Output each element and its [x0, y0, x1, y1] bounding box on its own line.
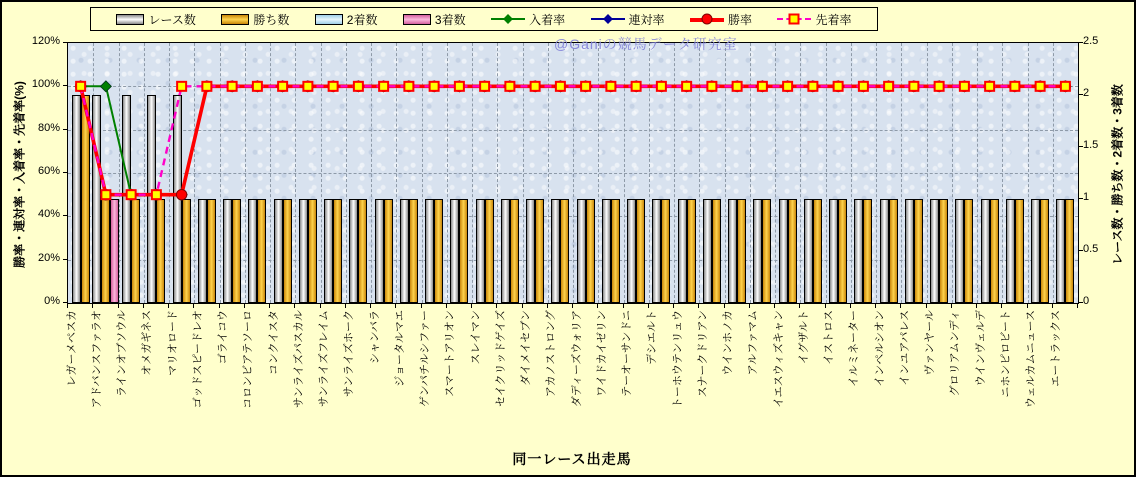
- x-tick: [244, 304, 245, 308]
- x-tick: [724, 304, 725, 308]
- x-axis-label: ニホンピロビート: [999, 310, 1012, 398]
- y-right-tick: [1079, 250, 1083, 251]
- x-axis-label: シャンバラ: [368, 310, 381, 365]
- marker-first_ahead: [1036, 82, 1045, 91]
- y-left-tick-label: 60%: [37, 165, 60, 177]
- y-left-tick: [63, 302, 67, 303]
- x-axis-label: スナークドリアン: [696, 310, 709, 398]
- x-tick: [926, 304, 927, 308]
- legend-label: 3着数: [434, 12, 466, 27]
- place-marker-icon: [503, 14, 513, 24]
- x-tick: [1077, 304, 1078, 308]
- x-axis-label: スマートアリオン: [444, 310, 457, 397]
- legend-label: 先着率: [815, 12, 852, 27]
- y-left-tick: [63, 215, 67, 216]
- x-tick: [597, 304, 598, 308]
- marker-first_ahead: [581, 82, 590, 91]
- marker-first_ahead: [985, 82, 994, 91]
- x-axis-label: デシエルト: [646, 310, 659, 365]
- x-tick: [269, 304, 270, 308]
- marker-first_ahead: [834, 82, 843, 91]
- legend-label: レース数: [148, 12, 196, 27]
- x-tick: [1001, 304, 1002, 308]
- x-tick: [825, 304, 826, 308]
- x-tick: [547, 304, 548, 308]
- x-tick: [623, 304, 624, 308]
- right-axis-title: レース数・勝ち数・2着数・3着数: [1110, 84, 1125, 265]
- x-tick: [446, 304, 447, 308]
- x-tick: [395, 304, 396, 308]
- legend-item-second: [315, 11, 378, 28]
- x-tick: [67, 304, 68, 308]
- y-right-tick: [1079, 302, 1083, 303]
- x-axis-label: インペルシオン: [873, 310, 886, 387]
- y-left-tick-label: 100%: [31, 78, 60, 91]
- y-left-tick-label: 80%: [37, 121, 60, 134]
- y-right-tick-label: 0: [1083, 295, 1090, 307]
- marker-first_ahead: [657, 82, 666, 91]
- y-left-tick-label: 120%: [31, 35, 60, 47]
- marker-first_ahead: [329, 82, 338, 91]
- x-tick: [421, 304, 422, 308]
- legend-item-place: [491, 11, 565, 28]
- y-right-tick: [1079, 146, 1083, 147]
- x-axis-label: ダディーズウォリア: [570, 310, 583, 408]
- marker-first_ahead: [354, 82, 363, 91]
- x-axis-label: ヴァンヤール: [924, 310, 937, 376]
- x-tick: [370, 304, 371, 308]
- x-tick: [648, 304, 649, 308]
- x-axis-label: マリオロード: [166, 310, 179, 376]
- marker-first_ahead: [884, 82, 893, 91]
- x-axis-label: ウェルカムニュース: [1025, 310, 1038, 409]
- marker-first_ahead: [859, 82, 868, 91]
- marker-first_ahead: [531, 82, 540, 91]
- x-axis-label: イルミネーター: [848, 310, 861, 387]
- marker-win_rate: [176, 189, 186, 199]
- x-axis-label: ラインオブソウル: [116, 310, 129, 398]
- legend-label: 勝ち数: [253, 12, 290, 27]
- legend-swatch-win_rate-line-icon: [690, 13, 724, 25]
- marker-first_ahead: [960, 82, 969, 91]
- line-win_rate: [81, 86, 1066, 194]
- line-place: [81, 86, 1066, 194]
- y-right-tick: [1079, 198, 1083, 199]
- marker-first_ahead: [682, 82, 691, 91]
- x-axis-label: ゲンパチルシファー: [419, 310, 432, 407]
- x-tick: [1052, 304, 1053, 308]
- marker-first_ahead: [430, 82, 439, 91]
- legend-item-race: [116, 11, 195, 28]
- line-first_ahead: [81, 86, 1066, 194]
- y-left-tick-label: 40%: [37, 208, 60, 221]
- x-tick: [219, 304, 220, 308]
- y-left-tick: [63, 259, 67, 260]
- x-tick: [320, 304, 321, 308]
- marker-first_ahead: [127, 190, 136, 199]
- x-axis-title: 同一レース出走馬: [512, 451, 632, 467]
- marker-first_ahead: [202, 82, 211, 91]
- legend-label: 連対率: [628, 12, 665, 27]
- x-tick: [572, 304, 573, 308]
- y-right-tick: [1079, 42, 1083, 43]
- marker-first_ahead: [1061, 82, 1070, 91]
- legend-swatch-win-bar-icon: [221, 14, 249, 25]
- marker-first_ahead: [783, 82, 792, 91]
- win_rate-marker-icon: [702, 14, 713, 25]
- marker-first_ahead: [1010, 82, 1019, 91]
- legend-label: 入着率: [529, 12, 566, 27]
- y-left-tick-label: 0%: [44, 295, 60, 307]
- legend-swatch-second-bar-icon: [315, 14, 343, 25]
- x-tick: [673, 304, 674, 308]
- legend-swatch-first_ahead-line-icon: [777, 13, 811, 25]
- marker-first_ahead: [606, 82, 615, 91]
- x-tick: [774, 304, 775, 308]
- legend-swatch-place-line-icon: [491, 13, 525, 25]
- x-tick: [976, 304, 977, 308]
- left-axis-title: 勝率・連対率・入着率・先着率(%): [12, 81, 27, 268]
- y-right-tick-label: 0.5: [1083, 243, 1099, 255]
- marker-first_ahead: [228, 82, 237, 91]
- x-tick: [345, 304, 346, 308]
- x-tick: [92, 304, 93, 308]
- y-left-tick-label: 20%: [37, 251, 60, 264]
- x-axis-label: ダイメイセブン: [520, 310, 533, 386]
- x-axis-label: サンライズフレイム: [318, 310, 331, 408]
- x-axis-label: イグザルト: [797, 310, 810, 365]
- marker-first_ahead: [76, 82, 85, 91]
- x-axis-label: ウインヴェルデ: [974, 310, 987, 387]
- x-axis-label: セイクリッドゲイズ: [494, 310, 507, 407]
- y-right-tick-label: 1.5: [1083, 139, 1099, 151]
- x-tick: [749, 304, 750, 308]
- marker-first_ahead: [278, 82, 287, 91]
- legend-swatch-quinella-line-icon: [591, 13, 625, 25]
- quinella-marker-icon: [603, 14, 613, 24]
- x-axis-label: コロンビアテソーロ: [242, 310, 255, 409]
- x-axis-label: イストロス: [823, 310, 836, 365]
- x-tick: [850, 304, 851, 308]
- x-axis-label: ゴッドスピードレオ: [191, 310, 204, 409]
- marker-first_ahead: [177, 82, 186, 91]
- x-tick: [799, 304, 800, 308]
- legend-item-first_ahead: [777, 11, 851, 28]
- x-tick: [698, 304, 699, 308]
- y-left-tick: [63, 172, 67, 173]
- marker-first_ahead: [808, 82, 817, 91]
- legend-item-win: [221, 11, 289, 28]
- x-axis-label: インユアパレス: [898, 310, 911, 386]
- x-axis-label: スレイマン: [469, 310, 482, 365]
- first_ahead-marker-icon: [789, 14, 800, 25]
- legend-swatch-race-bar-icon: [116, 14, 144, 25]
- x-axis-label: ゴライコウ: [217, 310, 230, 365]
- x-axis-label: ワイドカイゼリン: [595, 310, 608, 397]
- marker-first_ahead: [556, 82, 565, 91]
- watermark: @Ganiの競馬データ研究室: [554, 36, 738, 52]
- x-axis-label: ジョータルマエ: [393, 310, 406, 387]
- x-tick: [294, 304, 295, 308]
- legend-label: 勝率: [728, 12, 753, 27]
- marker-first_ahead: [632, 82, 641, 91]
- marker-first_ahead: [404, 82, 413, 91]
- x-axis-label: イエスウィズキャン: [772, 310, 785, 408]
- x-tick: [900, 304, 901, 308]
- y-left-tick: [63, 42, 67, 43]
- marker-place: [100, 81, 111, 92]
- x-tick: [193, 304, 194, 308]
- lines-layer: [68, 43, 1078, 303]
- x-axis-label: エートラックス: [1050, 310, 1063, 387]
- x-tick: [471, 304, 472, 308]
- marker-first_ahead: [253, 82, 262, 91]
- line-quinella: [81, 86, 1066, 194]
- x-axis-label: サンライズパスカル: [292, 310, 305, 409]
- marker-first_ahead: [758, 82, 767, 91]
- y-right-tick: [1079, 94, 1083, 95]
- x-tick: [118, 304, 119, 308]
- legend-item-third: [403, 11, 466, 28]
- marker-first_ahead: [303, 82, 312, 91]
- legend-label: 2着数: [346, 12, 378, 27]
- x-tick: [143, 304, 144, 308]
- legend-item-quinella: [591, 11, 665, 28]
- x-tick: [875, 304, 876, 308]
- plot-area: [67, 42, 1079, 304]
- marker-first_ahead: [935, 82, 944, 91]
- x-axis-label: サンライズホーク: [343, 310, 356, 398]
- x-axis-label: グロリアムンディ: [949, 310, 962, 397]
- marker-first_ahead: [379, 82, 388, 91]
- x-tick: [951, 304, 952, 308]
- x-axis-label: コンクイスタ: [267, 310, 280, 376]
- x-axis-label: アドバンスファラオ: [90, 310, 103, 409]
- x-axis-label: アカノストロング: [545, 310, 558, 398]
- legend-swatch-third-bar-icon: [403, 14, 431, 25]
- x-tick: [496, 304, 497, 308]
- y-right-tick-label: 1: [1083, 191, 1090, 203]
- marker-first_ahead: [455, 82, 464, 91]
- marker-first_ahead: [480, 82, 489, 91]
- y-left-tick: [63, 129, 67, 130]
- y-left-tick: [63, 85, 67, 86]
- y-right-tick-label: 2: [1083, 87, 1090, 99]
- marker-first_ahead: [707, 82, 716, 91]
- marker-first_ahead: [101, 190, 110, 199]
- marker-first_ahead: [505, 82, 514, 91]
- marker-first_ahead: [909, 82, 918, 91]
- x-tick: [1027, 304, 1028, 308]
- x-axis-label: レガーメペスカ: [65, 310, 78, 387]
- y-right-tick-label: 2.5: [1083, 35, 1099, 47]
- marker-first_ahead: [152, 190, 161, 199]
- x-axis-label: アルファマム: [747, 310, 760, 376]
- x-tick: [168, 304, 169, 308]
- legend-item-win_rate: [690, 11, 752, 28]
- x-axis-label: トーホウテンリュウ: [671, 310, 684, 409]
- legend: [90, 7, 878, 31]
- x-tick: [522, 304, 523, 308]
- x-axis-label: ウインホノカ: [722, 310, 735, 376]
- x-axis-label: オメガギネス: [141, 310, 154, 376]
- x-axis-label: テーオーサンドニ: [621, 310, 634, 397]
- marker-first_ahead: [733, 82, 742, 91]
